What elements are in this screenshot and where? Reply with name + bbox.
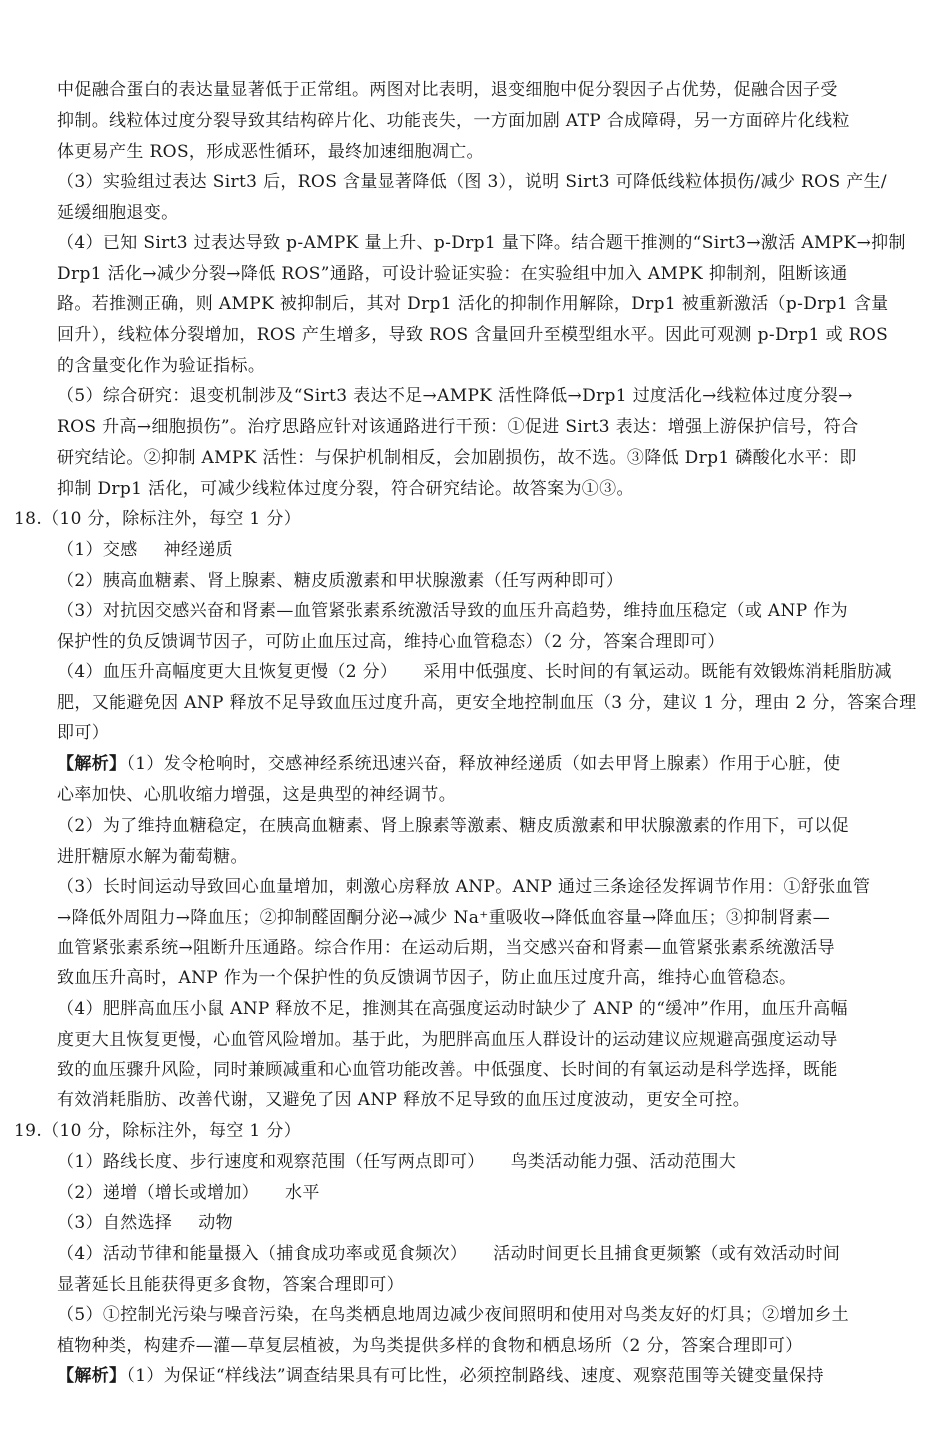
answer-part: 鸟类活动能力强、活动范围大 bbox=[510, 1152, 737, 1172]
text-line: Drp1 活化→减少分裂→降低 ROS”通路，可设计验证实验：在实验组中加入 AMPK 抑制剂，阻断该通 bbox=[57, 264, 848, 284]
text-line: 路。若推测正确，则 AMPK 被抑制后，其对 Drp1 活化的抑制作用解除，Drp1 被重新激活（p-Drp1 含量 bbox=[57, 294, 889, 314]
answer-part: （2）递增（增长或增加） bbox=[57, 1183, 260, 1203]
analysis-text: （1）为保证“样线法”调查结果具有可比性，必须控制路线、速度、观察范围等关键变量保持 bbox=[126, 1366, 824, 1386]
text-line: 心率加快、心肌收缩力增强，这是典型的神经调节。 bbox=[57, 785, 457, 805]
question-18-header: 18.（10 分，除标注外，每空 1 分） bbox=[14, 509, 302, 529]
text-line: ROS 升高→细胞损伤”。治疗思路应针对该通路进行干预：①促进 Sirt3 表达：增强上游保护信号，符合 bbox=[57, 417, 859, 437]
answer-line: （3）对抗因交感兴奋和肾素—血管紧张素系统激活导致的血压升高趋势，维持血压稳定（或 ANP 作为 bbox=[57, 601, 849, 621]
analysis-line bbox=[57, 1364, 824, 1388]
answer-line: 保护性的负反馈调节因子，可防止血压过高，维持心血管稳态）（2 分，答案合理即可） bbox=[57, 632, 725, 652]
text-line: 度更大且恢复更慢，心血管风险增加。基于此，为肥胖高血压人群设计的运动建议应规避高强度运动导 bbox=[57, 1030, 838, 1050]
text-line: 抑制 Drp1 活化，可减少线粒体过度分裂，符合研究结论。故答案为①③。 bbox=[57, 479, 634, 499]
text-line: （2）为了维持血糖稳定，在胰高血糖素、肾上腺素等激素、糖皮质激素和甲状腺激素的作用下，可以促 bbox=[57, 816, 849, 836]
answer-part: （3）自然选择 bbox=[57, 1213, 173, 1233]
answer-part: 活动时间更长且捕食更频繁（或有效活动时间 bbox=[493, 1244, 841, 1264]
text-line: 中促融合蛋白的表达量显著低于正常组。两图对比表明，退变细胞中促分裂因子占优势，促融合因子受 bbox=[57, 80, 838, 100]
text-line: 体更易产生 ROS，形成恶性循环，最终加速细胞凋亡。 bbox=[57, 142, 484, 162]
text-line: （3）长时间运动导致回心血量增加，刺激心房释放 ANP。ANP 通过三条途径发挥调节作用：①舒张血管 bbox=[57, 877, 871, 897]
text-line: 延缓细胞退变。 bbox=[57, 203, 179, 223]
text-line: 致的血压骤升风险，同时兼顾减重和心血管功能改善。中低强度、长时间的有氧运动是科学选择，既能 bbox=[57, 1060, 838, 1080]
answer-part: （4）血压升高幅度更大且恢复更慢（2 分） bbox=[57, 662, 398, 682]
analysis-label: 【解析】 bbox=[57, 754, 127, 774]
question-19-header: 19.（10 分，除标注外，每空 1 分） bbox=[14, 1121, 302, 1141]
text-line: 回升），线粒体分裂增加，ROS 产生增多，导致 ROS 含量回升至模型组水平。因此可观测 p-Drp1 或 ROS bbox=[57, 325, 889, 345]
answer-part: 采用中低强度、长时间的有氧运动。既能有效锻炼消耗脂肪减 bbox=[423, 662, 892, 682]
text-line: （4）肥胖高血压小鼠 ANP 释放不足，推测其在高强度运动时缺少了 ANP 的“缓冲”作用，血压升高幅 bbox=[57, 999, 848, 1019]
text-line: 有效消耗脂肪、改善代谢，又避免了因 ANP 释放不足导致的血压过度波动，更安全可控。 bbox=[57, 1090, 751, 1110]
answer-part: 水平 bbox=[285, 1183, 320, 1203]
answer-part: （1）路线长度、步行速度和观察范围（任写两点即可） bbox=[57, 1152, 485, 1172]
text-line: （5）综合研究：退变机制涉及“Sirt3 表达不足→AMPK 活性降低→Drp1 过度活化→线粒体过度分裂→ bbox=[57, 386, 853, 406]
text-line: 抑制。线粒体过度分裂导致其结构碎片化、功能丧失，一方面加剧 ATP 合成障碍，另一方面碎片化线粒 bbox=[57, 111, 850, 131]
answer-part: （4）活动节律和能量摄入（捕食成功率或觅食频次） bbox=[57, 1244, 468, 1264]
answer-line: 肥，又能避免因 ANP 释放不足导致血压过度升高，更安全地控制血压（3 分，建议 1 分，理由 2 分，答案合理 bbox=[57, 693, 917, 713]
answer-line bbox=[57, 538, 233, 562]
text-line: 研究结论。②抑制 AMPK 活性：与保护机制相反，会加剧损伤，故不选。③降低 Drp1 磷酸化水平：即 bbox=[57, 448, 857, 468]
answer-line bbox=[57, 1211, 233, 1235]
text-line: 的含量变化作为验证指标。 bbox=[57, 356, 266, 376]
answer-part: （1）交感 bbox=[57, 540, 138, 560]
text-line: 致血压升高时，ANP 作为一个保护性的负反馈调节因子，防止血压过度升高，维持心血管稳态。 bbox=[57, 968, 797, 988]
answer-line bbox=[57, 660, 892, 684]
answer-line bbox=[57, 1150, 736, 1174]
analysis-line bbox=[57, 752, 840, 776]
answer-line bbox=[57, 1242, 840, 1266]
analysis-label: 【解析】 bbox=[57, 1366, 127, 1386]
text-line: 进肝糖原水解为葡萄糖。 bbox=[57, 847, 248, 867]
answer-line: （2）胰高血糖素、肾上腺素、糖皮质激素和甲状腺激素（任写两种即可） bbox=[57, 571, 624, 591]
answer-part: 动物 bbox=[198, 1213, 233, 1233]
text-line: （3）实验组过表达 Sirt3 后，ROS 含量显著降低（图 3），说明 Sirt3 可降低线粒体损伤/减少 ROS 产生/ bbox=[57, 172, 887, 192]
text-line: →降低外周阻力→降血压；②抑制醛固酮分泌→减少 Na⁺重吸收→降低血容量→降血压；③抑制肾素— bbox=[57, 908, 831, 928]
answer-line bbox=[57, 1181, 320, 1205]
answer-line: 显著延长且能获得更多食物，答案合理即可） bbox=[57, 1275, 404, 1295]
analysis-text: （1）发令枪响时，交感神经系统迅速兴奋，释放神经递质（如去甲肾上腺素）作用于心脏，使 bbox=[126, 754, 841, 774]
text-line: （4）已知 Sirt3 过表达导致 p-AMPK 量上升、p-Drp1 量下降。结合题干推测的“Sirt3→激活 AMPK→抑制 bbox=[57, 233, 906, 253]
answer-line: 植物种类，构建乔—灌—草复层植被，为鸟类提供多样的食物和栖息场所（2 分，答案合理即可） bbox=[57, 1336, 803, 1356]
answer-line: （5）①控制光污染与噪音污染，在鸟类栖息地周边减少夜间照明和使用对鸟类友好的灯具；②增加乡土 bbox=[57, 1305, 849, 1325]
text-line: 血管紧张素系统→阻断升压通路。综合作用：在运动后期，当交感兴奋和肾素—血管紧张素系统激活导 bbox=[57, 938, 835, 958]
answer-line: 即可） bbox=[57, 723, 110, 743]
answer-part: 神经递质 bbox=[163, 540, 233, 560]
